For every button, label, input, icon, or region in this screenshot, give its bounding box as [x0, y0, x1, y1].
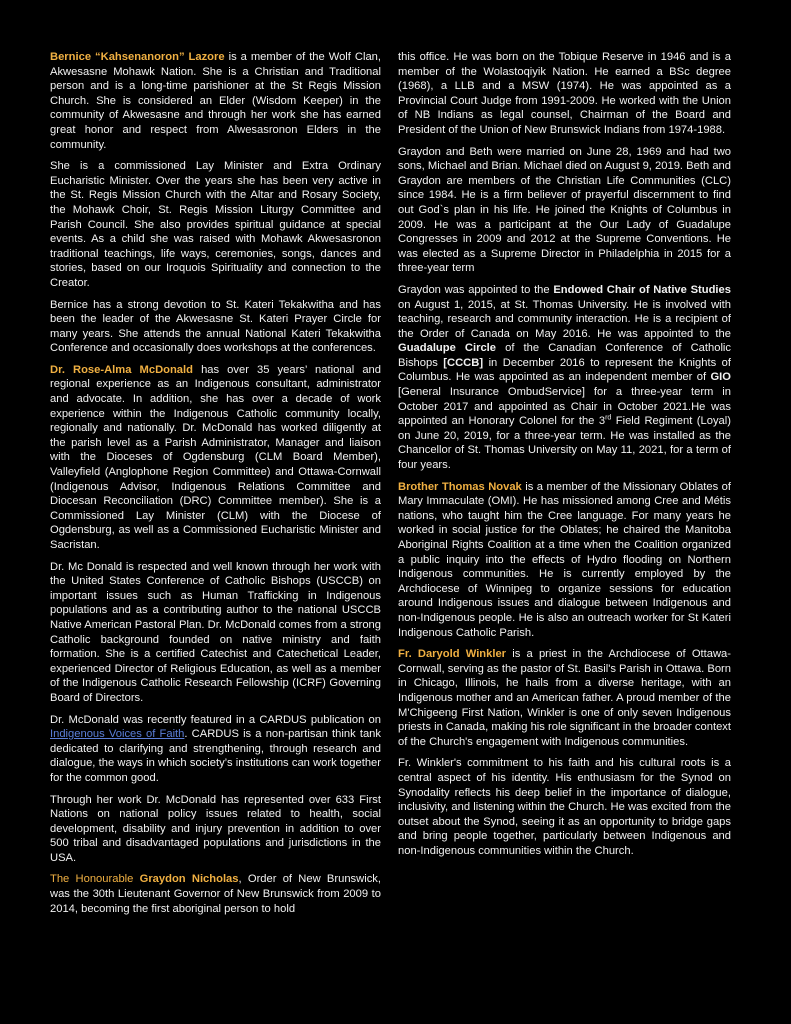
bio-mcdonald-text: has over 35 years’ national and regional experience as an Indigenous consultant, administrator and advocate. In addition, she has over a decade of work experience within the Indigenous Catholic community locally, regionally and nationally. Dr. McDonald has worked diligently at the parish level as a Parish Administrator, Manager and liaison with the Dioceses of Ogdensburg (CLM Board Member), Valleyfield (Anglophone Region Committee) and Ottawa-Cornwall (Indigenous Advisor, Indigenous Relations Committee and Diocesan Reconciliation (DRC) Committee member). She is a Commissioned Lay Minister (CLM) with the Diocese of Ogdensburg, as well as a Commissioned Eucharistic Minister and Sacristan. [50, 363, 381, 551]
name-daryold-winkler: Fr. Daryold Winkler [398, 648, 507, 661]
bio-lazore-paragraph [50, 50, 381, 152]
nicholas-appointments-paragraph [398, 283, 731, 473]
appointments-text-6: Field Regiment (Loyal) on June 20, 2019, for a three-year term. He was installed as the Chancellor of St. Thomas University on May 11, 2021, for a term of four years. [398, 415, 731, 472]
bio-winkler-paragraph [398, 647, 731, 749]
left-column [50, 50, 381, 923]
mcdonald-cardus-paragraph [50, 713, 381, 786]
honorific-honourable: The Honourable [50, 873, 140, 886]
appointments-text-4: in December 2016 to represent the Knights of Columbus. He was appointed as an independent member of [398, 356, 731, 384]
lazore-kateri-paragraph: Bernice has a strong devotion to St. Kateri Tekakwitha and has been the leader of the Akwesasne St. Kateri Prayer Circle for many years. She attends the annual National Kateri Tekakwitha Conference and occasionally does workshops at the conferences. [50, 298, 381, 355]
lazore-ministry-paragraph: She is a commissioned Lay Minister and Extra Ordinary Eucharistic Minister. Over the years she has been very active in the St. Regis Mission Church with the Altar and Rosary Society, the Mohawk Choir, St. Regis Mission Liturgy Committee and Parish Council. She also provides spiritual guidance at special events. As a child she was raised with Mohawk Akwesasronon traditional teachings, life ways, ceremonies, songs, dances and stories, based on our Iroquois Spirituality and connection to the Creator. [50, 160, 381, 289]
bio-nicholas-text: , Order of New Brunswick, was the 30th Lieutenant Governor of New Brunswick from 2009 to 2014, becoming the first aboriginal person to hold [50, 873, 382, 915]
name-bernice-lazore: Bernice “Kahsenanoron” Lazore [50, 51, 225, 63]
bio-novak-text: is a member of the Missionary Oblates of Mary Immaculate (OMI). He has missioned among Cree and Métis nations, who taught him the Cree language. For many years he worked in social justice for the Oblates; he chaired the Manitoba Aboriginal Rights Coalition at a time when the Coalition organized a public inquiry into the effects of Hydro flooding on Northern Indigenous communities. He is currently employed by the Archdiocese of Winnipeg to organize sessions for education around Indigenous issues and dialogue between Indigenous and non-Indigenous people. He is also an outreach worker for St Kateri Indigenous Catholic Parish. [398, 480, 731, 639]
winkler-synod-paragraph: Fr. Winkler's commitment to his faith and his cultural roots is a central aspect of his identity. His enthusiasm for the Synod on Synodality reflects his deep belief in the importance of dialogue, inclusivity, and listening within the Church. He was excited from the outset about the Synod, seeing it as an opportunity to bridge gaps and bring people together, particularly between Indigenous and non-Indigenous communities within the Church. [398, 757, 731, 857]
guadalupe-circle-label: Guadalupe Circle [398, 342, 497, 355]
bio-lazore-text: is a member of the Wolf Clan, Akwesasne Mohawk Nation. She is a Christian and Traditional person and is a long-time parishioner at the St Regis Mission Church. She is considered an Elder (Wisdom Keeper) in the community of Akwesasne and through her work she has earned great honor and respect from Alwesasronon Elders in the community. [50, 51, 382, 151]
mcdonald-representation-paragraph: Through her work Dr. McDonald has represented over 633 First Nations on national policy issues related to health, social development, disability and injury prevention in addition to over 500 tribal and disadvantaged populations and jurisdictions in the USA. [50, 793, 381, 864]
name-thomas-novak: Brother Thomas Novak [398, 480, 522, 493]
name-rose-alma-mcdonald: Dr. Rose-Alma McDonald [50, 363, 193, 376]
name-graydon-nicholas: Graydon Nicholas [139, 873, 239, 886]
bio-nicholas-paragraph [50, 872, 381, 916]
nicholas-career-paragraph: this office. He was born on the Tobique Reserve in 1946 and is a member of the Wolastoqiyik Nation. He earned a BSc degree (1968), a LLB and a MSW (1974). He was appointed as a Provincial Court Judge from 1991-2009. He worked with the Union of NB Indians as legal counsel, Chairman of the Board and President of the Union of New Brunswick Indians from 1974-1988. [398, 51, 731, 136]
mcdonald-usccb-paragraph: Dr. Mc Donald is respected and well known through her work with the United States Conference of Catholic Bishops (USCCB) on important issues such as Human Trafficking in Indigenous populations and as a contributing author to the national USCCB Native American Pastoral Plan. Dr. McDonald comes from a strong Catholic background founded on native ministry and faith formation. She is a certified Catechist and Catechetical Leader, experienced Director of Religious Education, as well as a member of the Indigenous Catholic Research Fellowship (ICRF) Governing Board of Directors. [50, 560, 381, 704]
bio-winkler-text: is a priest in the Archdiocese of Ottawa-Cornwall, serving as the pastor of St. Basil's Parish in Ottawa. Born in Chicago, Illinois, he hails from a diverse heritage, with an Indigenous mother and an American father. A proud member of the M'Chigeeng First Nation, Winkler is one of only seven Indigenous priests in Canada, making his role significant in the broader context of the Church's engagement with Indigenous communities. [398, 648, 731, 748]
cardus-text-post: . CARDUS is a non-partisan think tank dedicated to clarifying and strengthening, through research and dialogue, the ways in which society’s institutions can work together for the common good. [50, 728, 381, 784]
appointments-text-5: [General Insurance OmbudService] for a three-year term in October 2017 and appointed as Chair in October 2021.He was appointed an Honorary Colonel for the 3 [398, 386, 731, 428]
nicholas-family-paragraph: Graydon and Beth were married on June 28, 1969 and had two sons, Michael and Brian. Michael died on August 9, 2019. Beth and Graydon are members of the Christian Life Communities (CLC) since 1984. He is a firm believer of prayerful discernment to find out God`s plan in his life. He joined the Knights of Columbus in 2009. He was a participant at the Our Lady of Guadalupe Congresses in 2009 and 2012 at the Supreme Conventions. He was elected as a Supreme Director in Philadelphia in 2015 for a three-year term [398, 145, 731, 275]
endowed-chair-label: Endowed Chair of Native Studies [553, 283, 731, 296]
appointments-text-2: on August 1, 2015, at St. Thomas University. He is involved with teaching, research and community interaction. He is a recipient of the Order of Canada on May 2016. He was appointed to the [398, 298, 731, 340]
appointments-text-1: Graydon was appointed to the [398, 283, 554, 296]
cccb-label: [CCCB] [443, 356, 484, 369]
indigenous-voices-of-faith-link[interactable]: Indigenous Voices of Faith [50, 728, 185, 741]
gio-label: GIO [710, 371, 731, 384]
appointments-text-3: of the Canadian Conference of Catholic Bishops [398, 342, 732, 369]
bio-novak-paragraph [398, 480, 731, 641]
ordinal-suffix: rd [605, 414, 612, 422]
bio-mcdonald-paragraph [50, 363, 381, 553]
cardus-text-pre: Dr. McDonald was recently featured in a CARDUS publication on [50, 713, 381, 726]
right-column [398, 50, 731, 865]
